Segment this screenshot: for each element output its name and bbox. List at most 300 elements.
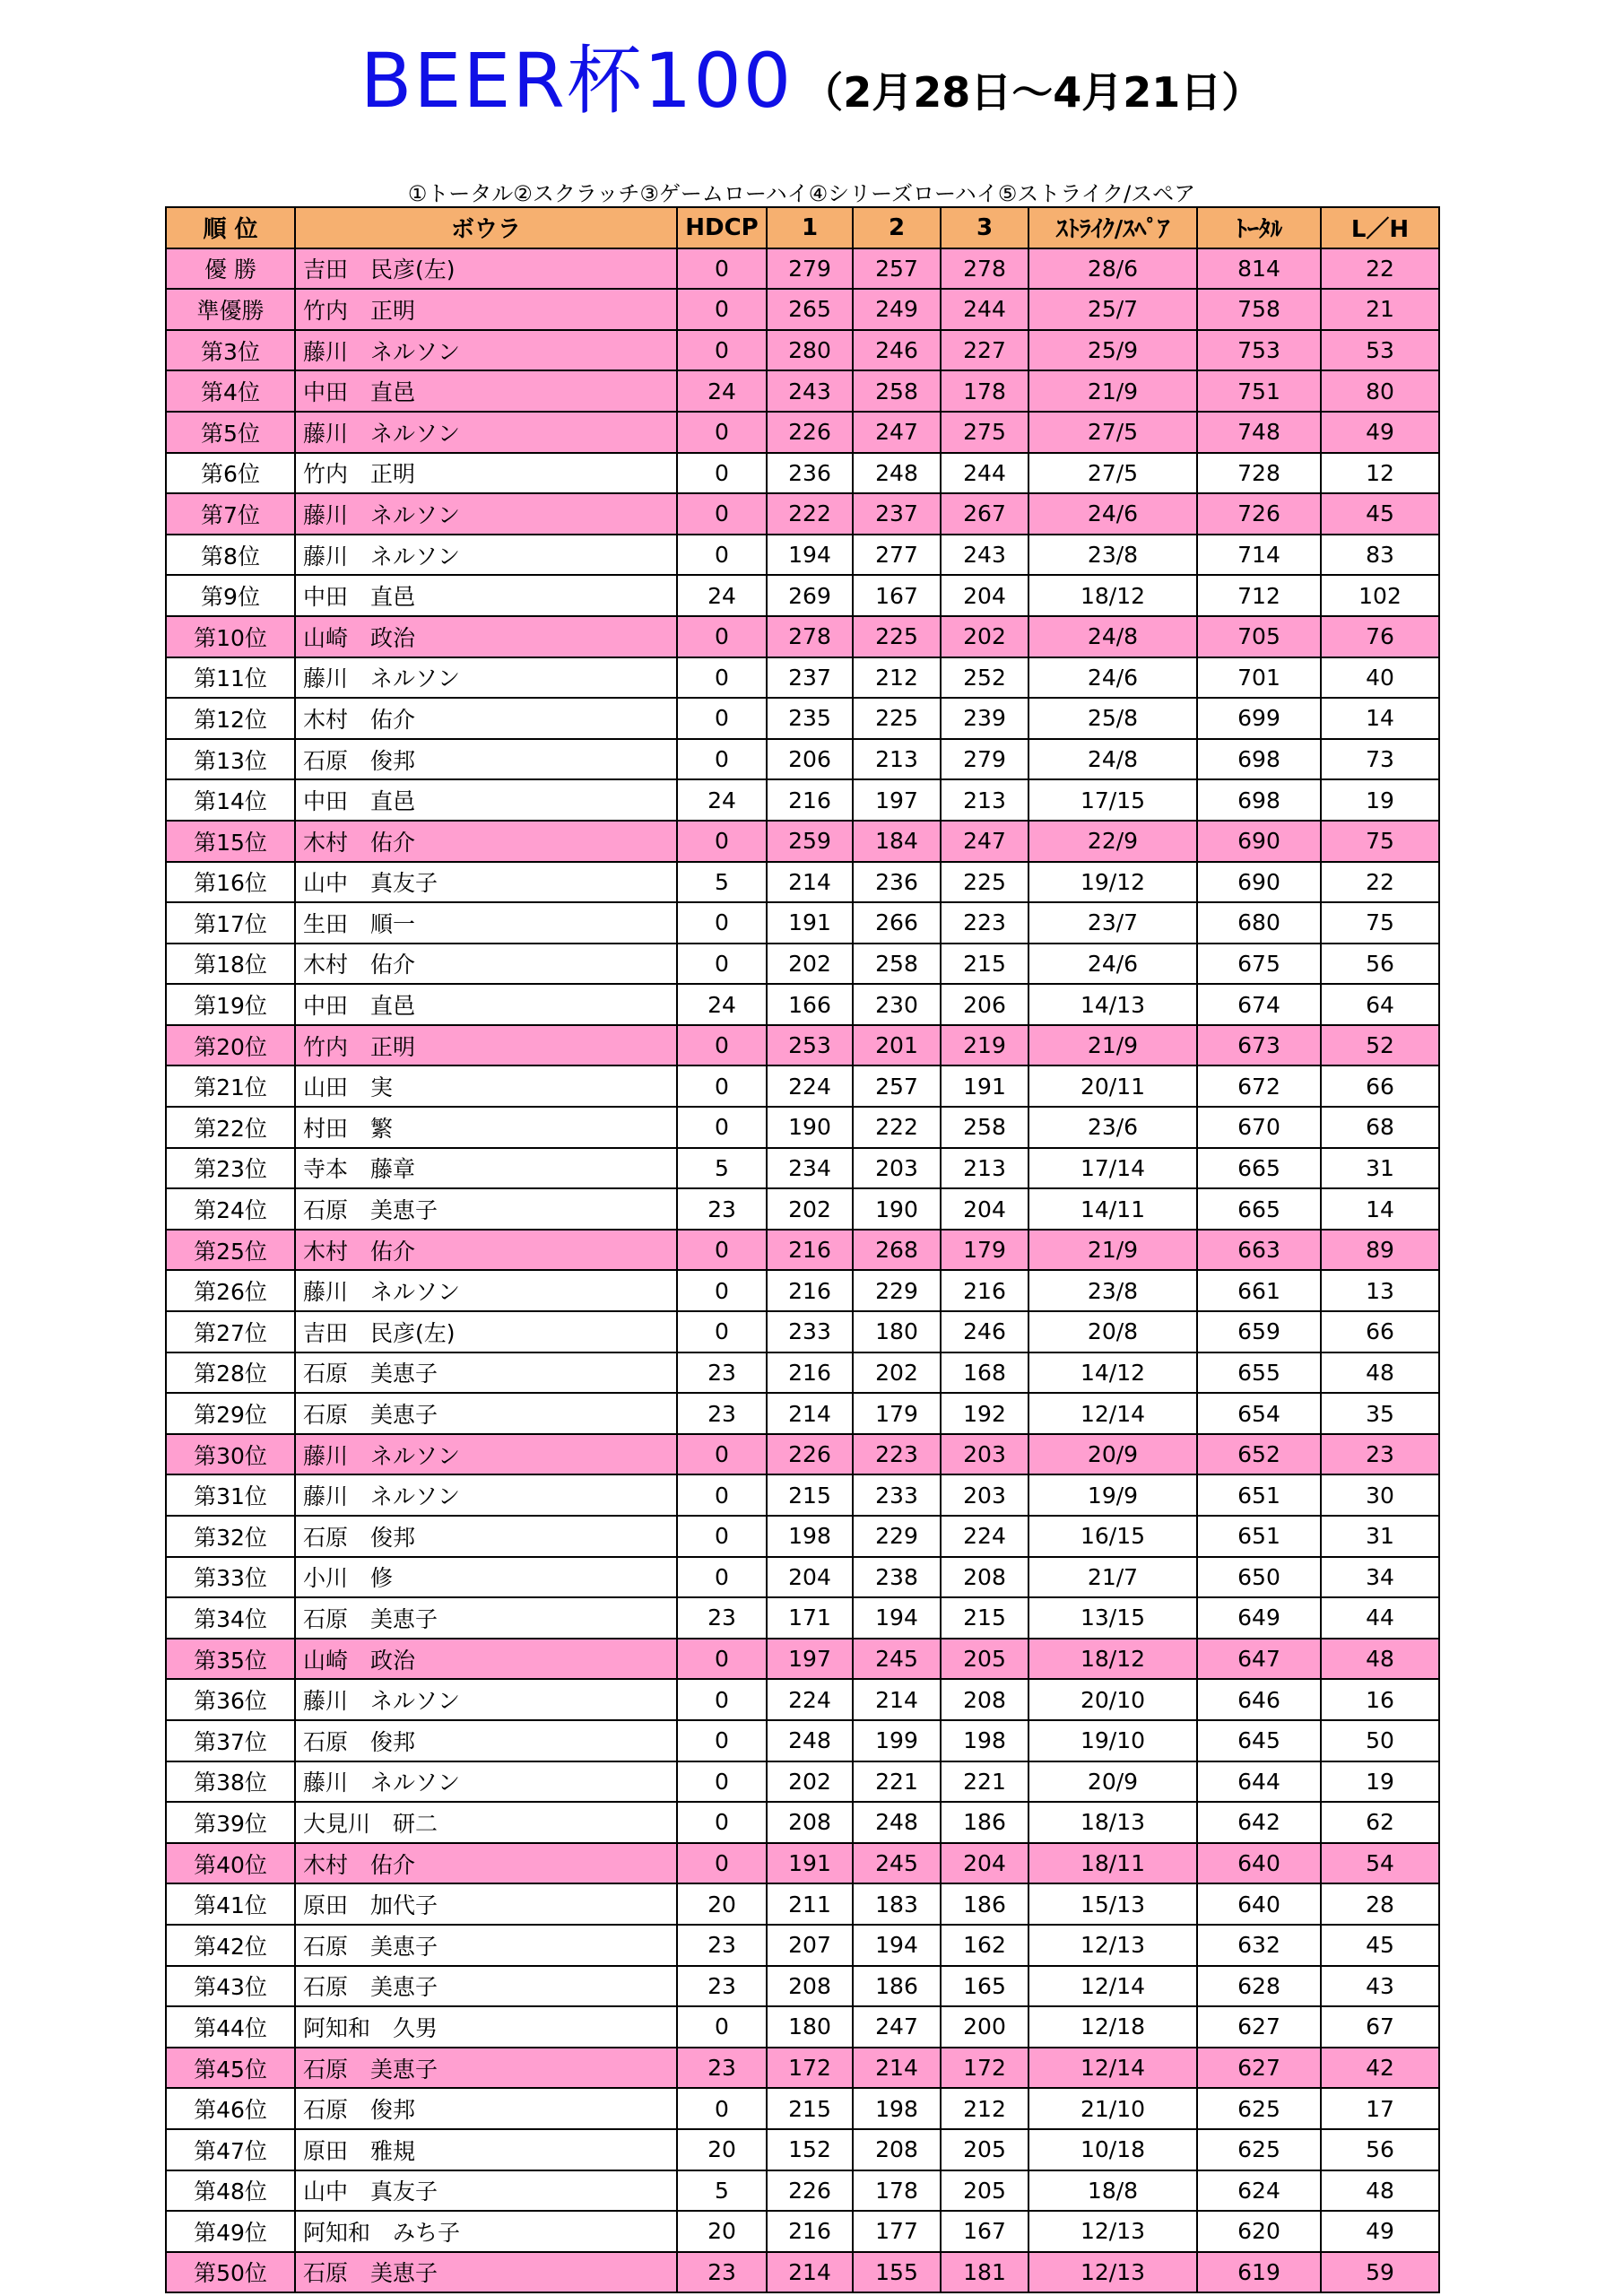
- total-cell: 726: [1197, 493, 1321, 535]
- strike-spare-cell: 18/12: [1028, 575, 1197, 616]
- total-cell: 758: [1197, 289, 1321, 330]
- strike-spare-cell: 20/10: [1028, 1679, 1197, 1720]
- game-2-cell: 222: [853, 1107, 941, 1148]
- game-3-cell: 178: [941, 370, 1028, 412]
- game-2-cell: 233: [853, 1474, 941, 1516]
- bowler-cell: 藤川 ネルソン: [295, 1270, 677, 1311]
- strike-spare-cell: 20/8: [1028, 1311, 1197, 1352]
- table-row: [166, 1802, 1439, 1843]
- hdcp-cell: 0: [677, 1802, 767, 1843]
- total-cell: 698: [1197, 779, 1321, 821]
- hdcp-cell: 24: [677, 984, 767, 1025]
- total-cell: 680: [1197, 902, 1321, 944]
- strike-spare-cell: 22/9: [1028, 821, 1197, 862]
- strike-spare-cell: 19/9: [1028, 1474, 1197, 1516]
- strike-spare-cell: 24/6: [1028, 657, 1197, 699]
- table-row: [166, 984, 1439, 1025]
- bowler-cell: 竹内 正明: [295, 1025, 677, 1066]
- rank-cell: 第47位: [166, 2129, 295, 2170]
- game-2-cell: 249: [853, 289, 941, 330]
- rank-cell: 第45位: [166, 2048, 295, 2089]
- rank-cell: 第4位: [166, 370, 295, 412]
- rank-cell: 第5位: [166, 412, 295, 453]
- table-row: [166, 2252, 1439, 2293]
- total-cell: 628: [1197, 1966, 1321, 2007]
- hdcp-cell: 23: [677, 1352, 767, 1394]
- game-2-cell: 258: [853, 370, 941, 412]
- title-period: （2月28日～4月21日）: [802, 68, 1263, 117]
- bowler-cell: 生田 順一: [295, 902, 677, 944]
- game-1-cell: 216: [767, 1352, 853, 1394]
- game-1-cell: 216: [767, 1230, 853, 1271]
- low-high-cell: 44: [1321, 1597, 1439, 1639]
- bowler-cell: 寺本 藤章: [295, 1148, 677, 1189]
- bowler-cell: 石原 美恵子: [295, 1393, 677, 1434]
- game-3-cell: 243: [941, 535, 1028, 576]
- game-2-cell: 225: [853, 698, 941, 739]
- total-cell: 663: [1197, 1230, 1321, 1271]
- rank-cell: 第48位: [166, 2170, 295, 2212]
- total-cell: 646: [1197, 1679, 1321, 1720]
- game-2-cell: 268: [853, 1230, 941, 1271]
- rank-cell: 第3位: [166, 330, 295, 371]
- game-1-cell: 214: [767, 862, 853, 903]
- hdcp-cell: 5: [677, 862, 767, 903]
- strike-spare-cell: 16/15: [1028, 1516, 1197, 1557]
- game-2-cell: 257: [853, 248, 941, 290]
- hdcp-cell: 23: [677, 1393, 767, 1434]
- table-row: [166, 1311, 1439, 1352]
- low-high-cell: 16: [1321, 1679, 1439, 1720]
- total-cell: 675: [1197, 944, 1321, 985]
- low-high-cell: 76: [1321, 616, 1439, 657]
- hdcp-cell: 0: [677, 821, 767, 862]
- game-1-cell: 248: [767, 1720, 853, 1761]
- total-cell: 705: [1197, 616, 1321, 657]
- table-row: [166, 248, 1439, 290]
- header-total: ﾄｰﾀﾙ: [1197, 207, 1321, 248]
- low-high-cell: 40: [1321, 657, 1439, 699]
- strike-spare-cell: 23/6: [1028, 1107, 1197, 1148]
- low-high-cell: 19: [1321, 779, 1439, 821]
- game-3-cell: 246: [941, 1311, 1028, 1352]
- table-row: [166, 493, 1439, 535]
- bowler-cell: 石原 美恵子: [295, 2252, 677, 2293]
- total-cell: 652: [1197, 1434, 1321, 1475]
- game-3-cell: 278: [941, 248, 1028, 290]
- game-3-cell: 225: [941, 862, 1028, 903]
- total-cell: 814: [1197, 248, 1321, 290]
- total-cell: 665: [1197, 1188, 1321, 1230]
- total-cell: 650: [1197, 1557, 1321, 1598]
- low-high-cell: 23: [1321, 1434, 1439, 1475]
- strike-spare-cell: 17/15: [1028, 779, 1197, 821]
- total-cell: 647: [1197, 1639, 1321, 1680]
- game-2-cell: 190: [853, 1188, 941, 1230]
- low-high-cell: 52: [1321, 1025, 1439, 1066]
- low-high-cell: 50: [1321, 1720, 1439, 1761]
- bowler-cell: 木村 佑介: [295, 1843, 677, 1884]
- game-2-cell: 197: [853, 779, 941, 821]
- game-3-cell: 221: [941, 1761, 1028, 1803]
- hdcp-cell: 0: [677, 739, 767, 780]
- game-3-cell: 204: [941, 575, 1028, 616]
- bowler-cell: 木村 佑介: [295, 698, 677, 739]
- total-cell: 690: [1197, 862, 1321, 903]
- game-3-cell: 215: [941, 1597, 1028, 1639]
- low-high-cell: 48: [1321, 2170, 1439, 2212]
- total-cell: 661: [1197, 1270, 1321, 1311]
- game-1-cell: 215: [767, 2088, 853, 2129]
- rank-cell: 第10位: [166, 616, 295, 657]
- table-row: [166, 1230, 1439, 1271]
- game-2-cell: 179: [853, 1393, 941, 1434]
- hdcp-cell: 0: [677, 1557, 767, 1598]
- game-2-cell: 203: [853, 1148, 941, 1189]
- bowler-cell: 阿知和 みち子: [295, 2211, 677, 2252]
- bowler-cell: 中田 直邑: [295, 779, 677, 821]
- strike-spare-cell: 27/5: [1028, 453, 1197, 494]
- total-cell: 627: [1197, 2006, 1321, 2048]
- strike-spare-cell: 23/8: [1028, 535, 1197, 576]
- low-high-cell: 54: [1321, 1843, 1439, 1884]
- strike-spare-cell: 21/10: [1028, 2088, 1197, 2129]
- rank-cell: 第27位: [166, 1311, 295, 1352]
- total-cell: 751: [1197, 370, 1321, 412]
- bowler-cell: 藤川 ネルソン: [295, 330, 677, 371]
- strike-spare-cell: 13/15: [1028, 1597, 1197, 1639]
- low-high-cell: 56: [1321, 2129, 1439, 2170]
- table-row: [166, 1393, 1439, 1434]
- hdcp-cell: 0: [677, 535, 767, 576]
- game-1-cell: 236: [767, 453, 853, 494]
- strike-spare-cell: 24/8: [1028, 616, 1197, 657]
- low-high-cell: 89: [1321, 1230, 1439, 1271]
- game-3-cell: 202: [941, 616, 1028, 657]
- total-cell: 714: [1197, 535, 1321, 576]
- bowler-cell: 藤川 ネルソン: [295, 412, 677, 453]
- game-1-cell: 226: [767, 1434, 853, 1475]
- game-1-cell: 237: [767, 657, 853, 699]
- table-row: [166, 1679, 1439, 1720]
- game-1-cell: 216: [767, 2211, 853, 2252]
- rank-cell: 第38位: [166, 1761, 295, 1803]
- low-high-cell: 19: [1321, 1761, 1439, 1803]
- strike-spare-cell: 12/14: [1028, 1966, 1197, 2007]
- low-high-cell: 64: [1321, 984, 1439, 1025]
- table-row: [166, 1720, 1439, 1761]
- low-high-cell: 13: [1321, 1270, 1439, 1311]
- bowler-cell: 中田 直邑: [295, 984, 677, 1025]
- game-1-cell: 226: [767, 412, 853, 453]
- low-high-cell: 68: [1321, 1107, 1439, 1148]
- table-row: [166, 370, 1439, 412]
- game-2-cell: 214: [853, 1679, 941, 1720]
- strike-spare-cell: 19/12: [1028, 862, 1197, 903]
- ranking-criteria-legend: ①トータル②スクラッチ③ゲームローハイ④シリーズローハイ⑤ストライク/スペア: [407, 181, 1196, 206]
- low-high-cell: 66: [1321, 1311, 1439, 1352]
- game-2-cell: 257: [853, 1065, 941, 1107]
- hdcp-cell: 0: [677, 1311, 767, 1352]
- rank-cell: 第12位: [166, 698, 295, 739]
- game-1-cell: 214: [767, 1393, 853, 1434]
- bowler-cell: 阿知和 久男: [295, 2006, 677, 2048]
- low-high-cell: 43: [1321, 1966, 1439, 2007]
- total-cell: 619: [1197, 2252, 1321, 2293]
- game-3-cell: 168: [941, 1352, 1028, 1394]
- bowler-cell: 竹内 正明: [295, 453, 677, 494]
- game-3-cell: 198: [941, 1720, 1028, 1761]
- game-2-cell: 198: [853, 2088, 941, 2129]
- rank-cell: 第35位: [166, 1639, 295, 1680]
- rank-cell: 第49位: [166, 2211, 295, 2252]
- game-3-cell: 213: [941, 1148, 1028, 1189]
- game-1-cell: 202: [767, 1761, 853, 1803]
- hdcp-cell: 0: [677, 1843, 767, 1884]
- game-1-cell: 171: [767, 1597, 853, 1639]
- table-row: [166, 1434, 1439, 1475]
- table-row: [166, 575, 1439, 616]
- low-high-cell: 66: [1321, 1065, 1439, 1107]
- bowler-cell: 藤川 ネルソン: [295, 657, 677, 699]
- bowler-cell: 吉田 民彦(左): [295, 248, 677, 290]
- game-1-cell: 269: [767, 575, 853, 616]
- rank-cell: 第20位: [166, 1025, 295, 1066]
- total-cell: 748: [1197, 412, 1321, 453]
- low-high-cell: 14: [1321, 698, 1439, 739]
- table-row: [166, 535, 1439, 576]
- game-2-cell: 194: [853, 1925, 941, 1966]
- rank-cell: 第9位: [166, 575, 295, 616]
- strike-spare-cell: 12/14: [1028, 1393, 1197, 1434]
- game-2-cell: 258: [853, 944, 941, 985]
- table-row: [166, 1065, 1439, 1107]
- game-3-cell: 213: [941, 779, 1028, 821]
- game-1-cell: 152: [767, 2129, 853, 2170]
- strike-spare-cell: 27/5: [1028, 412, 1197, 453]
- bowler-cell: 藤川 ネルソン: [295, 493, 677, 535]
- game-2-cell: 229: [853, 1270, 941, 1311]
- game-3-cell: 179: [941, 1230, 1028, 1271]
- strike-spare-cell: 21/9: [1028, 370, 1197, 412]
- game-2-cell: 199: [853, 1720, 941, 1761]
- bowler-cell: 石原 俊邦: [295, 739, 677, 780]
- total-cell: 655: [1197, 1352, 1321, 1394]
- bowler-cell: 木村 佑介: [295, 821, 677, 862]
- game-2-cell: 155: [853, 2252, 941, 2293]
- low-high-cell: 42: [1321, 2048, 1439, 2089]
- hdcp-cell: 0: [677, 657, 767, 699]
- strike-spare-cell: 25/9: [1028, 330, 1197, 371]
- hdcp-cell: 23: [677, 1188, 767, 1230]
- strike-spare-cell: 12/14: [1028, 2048, 1197, 2089]
- table-row: [166, 1883, 1439, 1925]
- table-row: [166, 2006, 1439, 2048]
- rank-cell: 第44位: [166, 2006, 295, 2048]
- game-2-cell: 236: [853, 862, 941, 903]
- low-high-cell: 34: [1321, 1557, 1439, 1598]
- table-row: [166, 1107, 1439, 1148]
- game-3-cell: 227: [941, 330, 1028, 371]
- hdcp-cell: 0: [677, 1679, 767, 1720]
- rank-cell: 第32位: [166, 1516, 295, 1557]
- game-1-cell: 198: [767, 1516, 853, 1557]
- low-high-cell: 30: [1321, 1474, 1439, 1516]
- strike-spare-cell: 20/9: [1028, 1434, 1197, 1475]
- table-row: [166, 412, 1439, 453]
- game-1-cell: 243: [767, 370, 853, 412]
- header-row: [166, 207, 1439, 248]
- game-1-cell: 216: [767, 1270, 853, 1311]
- game-2-cell: 184: [853, 821, 941, 862]
- bowler-cell: 竹内 正明: [295, 289, 677, 330]
- game-1-cell: 214: [767, 2252, 853, 2293]
- rank-cell: 第37位: [166, 1720, 295, 1761]
- header-game-2: 2: [853, 207, 941, 248]
- table-row: [166, 330, 1439, 371]
- game-1-cell: 235: [767, 698, 853, 739]
- game-1-cell: 280: [767, 330, 853, 371]
- game-3-cell: 204: [941, 1843, 1028, 1884]
- low-high-cell: 73: [1321, 739, 1439, 780]
- game-2-cell: 180: [853, 1311, 941, 1352]
- low-high-cell: 75: [1321, 821, 1439, 862]
- game-3-cell: 252: [941, 657, 1028, 699]
- total-cell: 674: [1197, 984, 1321, 1025]
- game-1-cell: 194: [767, 535, 853, 576]
- rank-cell: 第36位: [166, 1679, 295, 1720]
- bowler-cell: 石原 美恵子: [295, 1188, 677, 1230]
- bowler-cell: 藤川 ネルソン: [295, 535, 677, 576]
- game-3-cell: 212: [941, 2088, 1028, 2129]
- hdcp-cell: 0: [677, 493, 767, 535]
- total-cell: 659: [1197, 1311, 1321, 1352]
- game-3-cell: 192: [941, 1393, 1028, 1434]
- game-3-cell: 224: [941, 1516, 1028, 1557]
- hdcp-cell: 0: [677, 1474, 767, 1516]
- bowler-cell: 石原 美恵子: [295, 1966, 677, 2007]
- game-2-cell: 221: [853, 1761, 941, 1803]
- total-cell: 620: [1197, 2211, 1321, 2252]
- total-cell: 644: [1197, 1761, 1321, 1803]
- total-cell: 728: [1197, 453, 1321, 494]
- hdcp-cell: 0: [677, 1065, 767, 1107]
- bowler-cell: 山中 真友子: [295, 862, 677, 903]
- hdcp-cell: 23: [677, 1966, 767, 2007]
- total-cell: 649: [1197, 1597, 1321, 1639]
- game-1-cell: 172: [767, 2048, 853, 2089]
- hdcp-cell: 0: [677, 1025, 767, 1066]
- low-high-cell: 59: [1321, 2252, 1439, 2293]
- total-cell: 640: [1197, 1883, 1321, 1925]
- game-2-cell: 186: [853, 1966, 941, 2007]
- low-high-cell: 67: [1321, 2006, 1439, 2048]
- game-1-cell: 224: [767, 1065, 853, 1107]
- bowler-cell: 村田 繁: [295, 1107, 677, 1148]
- game-2-cell: 266: [853, 902, 941, 944]
- low-high-cell: 62: [1321, 1802, 1439, 1843]
- bowler-cell: 山崎 政治: [295, 616, 677, 657]
- table-row: [166, 1639, 1439, 1680]
- game-2-cell: 246: [853, 330, 941, 371]
- hdcp-cell: 0: [677, 1107, 767, 1148]
- table-row: [166, 1761, 1439, 1803]
- rank-cell: 第21位: [166, 1065, 295, 1107]
- game-2-cell: 223: [853, 1434, 941, 1475]
- header-game-3: 3: [941, 207, 1028, 248]
- bowler-cell: 中田 直邑: [295, 370, 677, 412]
- header-low-high: L／H: [1321, 207, 1439, 248]
- low-high-cell: 53: [1321, 330, 1439, 371]
- game-1-cell: 233: [767, 1311, 853, 1352]
- table-row: [166, 1966, 1439, 2007]
- strike-spare-cell: 18/8: [1028, 2170, 1197, 2212]
- total-cell: 672: [1197, 1065, 1321, 1107]
- game-1-cell: 191: [767, 902, 853, 944]
- game-2-cell: 248: [853, 453, 941, 494]
- bowler-cell: 山崎 政治: [295, 1639, 677, 1680]
- game-3-cell: 204: [941, 1188, 1028, 1230]
- game-3-cell: 205: [941, 2129, 1028, 2170]
- strike-spare-cell: 21/9: [1028, 1025, 1197, 1066]
- game-2-cell: 202: [853, 1352, 941, 1394]
- game-3-cell: 219: [941, 1025, 1028, 1066]
- total-cell: 651: [1197, 1474, 1321, 1516]
- rank-cell: 第50位: [166, 2252, 295, 2293]
- total-cell: 654: [1197, 1393, 1321, 1434]
- game-3-cell: 244: [941, 453, 1028, 494]
- total-cell: 645: [1197, 1720, 1321, 1761]
- game-3-cell: 208: [941, 1679, 1028, 1720]
- bowler-cell: 石原 俊邦: [295, 1720, 677, 1761]
- low-high-cell: 83: [1321, 535, 1439, 576]
- table-row: [166, 2088, 1439, 2129]
- rank-cell: 第42位: [166, 1925, 295, 1966]
- low-high-cell: 75: [1321, 902, 1439, 944]
- game-1-cell: 224: [767, 1679, 853, 1720]
- bowler-cell: 吉田 民彦(左): [295, 1311, 677, 1352]
- header-game-1: 1: [767, 207, 853, 248]
- hdcp-cell: 24: [677, 370, 767, 412]
- game-1-cell: 265: [767, 289, 853, 330]
- table-row: [166, 453, 1439, 494]
- bowler-cell: 藤川 ネルソン: [295, 1761, 677, 1803]
- rank-cell: 第39位: [166, 1802, 295, 1843]
- hdcp-cell: 0: [677, 412, 767, 453]
- header-strike-spare: ｽﾄﾗｲｸ/ｽﾍﾟｱ: [1028, 207, 1197, 248]
- total-cell: 640: [1197, 1843, 1321, 1884]
- game-3-cell: 244: [941, 289, 1028, 330]
- table-row: [166, 289, 1439, 330]
- strike-spare-cell: 18/11: [1028, 1843, 1197, 1884]
- table-row: [166, 1557, 1439, 1598]
- game-2-cell: 247: [853, 2006, 941, 2048]
- game-3-cell: 279: [941, 739, 1028, 780]
- table-row: [166, 1025, 1439, 1066]
- game-3-cell: 186: [941, 1883, 1028, 1925]
- strike-spare-cell: 20/11: [1028, 1065, 1197, 1107]
- bowler-cell: 木村 佑介: [295, 944, 677, 985]
- strike-spare-cell: 19/10: [1028, 1720, 1197, 1761]
- table-row: [166, 2048, 1439, 2089]
- low-high-cell: 12: [1321, 453, 1439, 494]
- game-1-cell: 208: [767, 1802, 853, 1843]
- bowler-cell: 石原 美恵子: [295, 1925, 677, 1966]
- hdcp-cell: 0: [677, 698, 767, 739]
- hdcp-cell: 23: [677, 2048, 767, 2089]
- total-cell: 665: [1197, 1148, 1321, 1189]
- bowler-cell: 石原 美恵子: [295, 1352, 677, 1394]
